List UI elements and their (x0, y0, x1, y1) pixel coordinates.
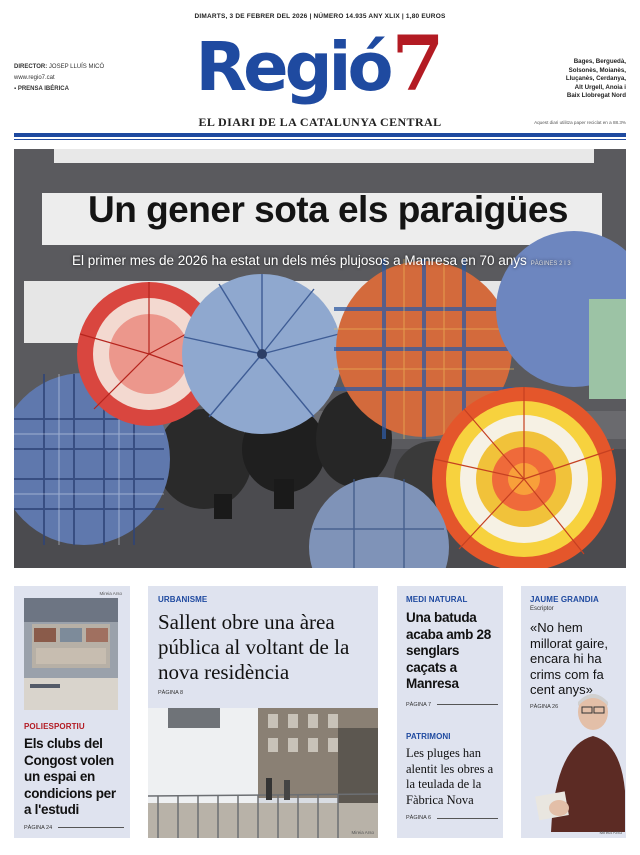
story-column-3 (397, 586, 503, 838)
section-label: MEDI NATURAL (406, 595, 468, 604)
section-label: POLIESPORTIU (24, 722, 85, 731)
region-line: Bages, Berguedà, (573, 58, 626, 65)
residence-area-photo (148, 708, 378, 838)
region-line: Lluçanès, Cerdanya, (565, 75, 626, 83)
region-line: Baix Llobregat Nord (566, 92, 626, 100)
page-ref: PÀGINA 26 (530, 703, 559, 710)
page-ref: PÀGINA 6 (406, 815, 432, 821)
prensa-iberica-logo-icon: ▪ (14, 86, 17, 92)
hero-headline[interactable]: Un gener sota els paraigües (87, 189, 568, 230)
region-line: Alt Urgell, Anoia i (574, 83, 626, 91)
section-label: URBANISME (158, 595, 208, 604)
hero-subhead (72, 253, 612, 268)
author-name: JAUME GRANDIA (530, 595, 599, 604)
hero-page-ref: PÀGINES 2 I 3 (530, 261, 571, 267)
story-poliesportiu[interactable] (14, 586, 130, 838)
brand-number: 7 (391, 19, 445, 108)
story-title[interactable]: Els clubs del Congost volen un espai en condicions per a l'estudi (24, 736, 116, 817)
masthead-thin-rule (14, 139, 626, 140)
story-urbanisme[interactable] (148, 586, 378, 838)
interview-quote[interactable]: «No hem millorat gaire, encara hi ha crims com fa cent anys» (530, 620, 609, 697)
story-patrimoni[interactable] (406, 732, 498, 821)
author-role: Escriptor (530, 606, 554, 612)
photo-credit: Mireia Arso (351, 830, 374, 835)
masthead-rule (14, 133, 626, 137)
paper-note: Aquest diari utilitza paper reciclat en a 88.3% (534, 120, 626, 125)
dateline: DIMARTS, 3 DE FEBRER DEL 2026 | NÚMERO 14.935 ANY XLIX | 1,80 EUROS (194, 13, 446, 20)
hero-story[interactable] (14, 149, 626, 568)
brand-name: Regió (195, 28, 390, 106)
website-link[interactable]: www.regio7.cat (14, 75, 55, 81)
page-ref: PÀGINA 8 (158, 690, 184, 696)
tagline: EL DIARI DE LA CATALUNYA CENTRAL (198, 115, 442, 129)
story-title[interactable]: Sallent obre una àrea pública al voltant de la nova residència (158, 610, 350, 684)
hero-subhead-text: El primer mes de 2026 ha estat un dels més plujosos a Manresa en 70 anys (72, 253, 527, 268)
region-line: Solsonès, Moianès, (568, 66, 626, 74)
director-label: DIRECTOR: (14, 64, 48, 70)
photo-credit: Mireia Arso (99, 591, 122, 596)
divider (58, 827, 124, 828)
story-title[interactable]: Les pluges han alentit les obres a la teulada de la Fàbrica Nova (406, 746, 494, 807)
author-portrait (531, 690, 625, 832)
regions-list (526, 58, 626, 101)
page-ref: PÀGINA 24 (24, 824, 53, 831)
story-title[interactable]: Una batuda acaba amb 28 senglars caçats a Manresa (406, 610, 491, 691)
director-name: JOSEP LLUÍS MICÓ (48, 64, 105, 70)
story-medi-natural[interactable] (406, 595, 498, 708)
divider (437, 818, 498, 819)
story-interview[interactable] (521, 586, 626, 838)
page-ref: PÀGINA 7 (406, 701, 432, 708)
section-label: PATRIMONI (406, 732, 451, 741)
sports-hall-photo (24, 598, 118, 710)
photo-credit: Mireia Arso (599, 830, 622, 835)
divider (437, 704, 498, 705)
group-name: PRENSA IBÉRICA (17, 86, 69, 92)
